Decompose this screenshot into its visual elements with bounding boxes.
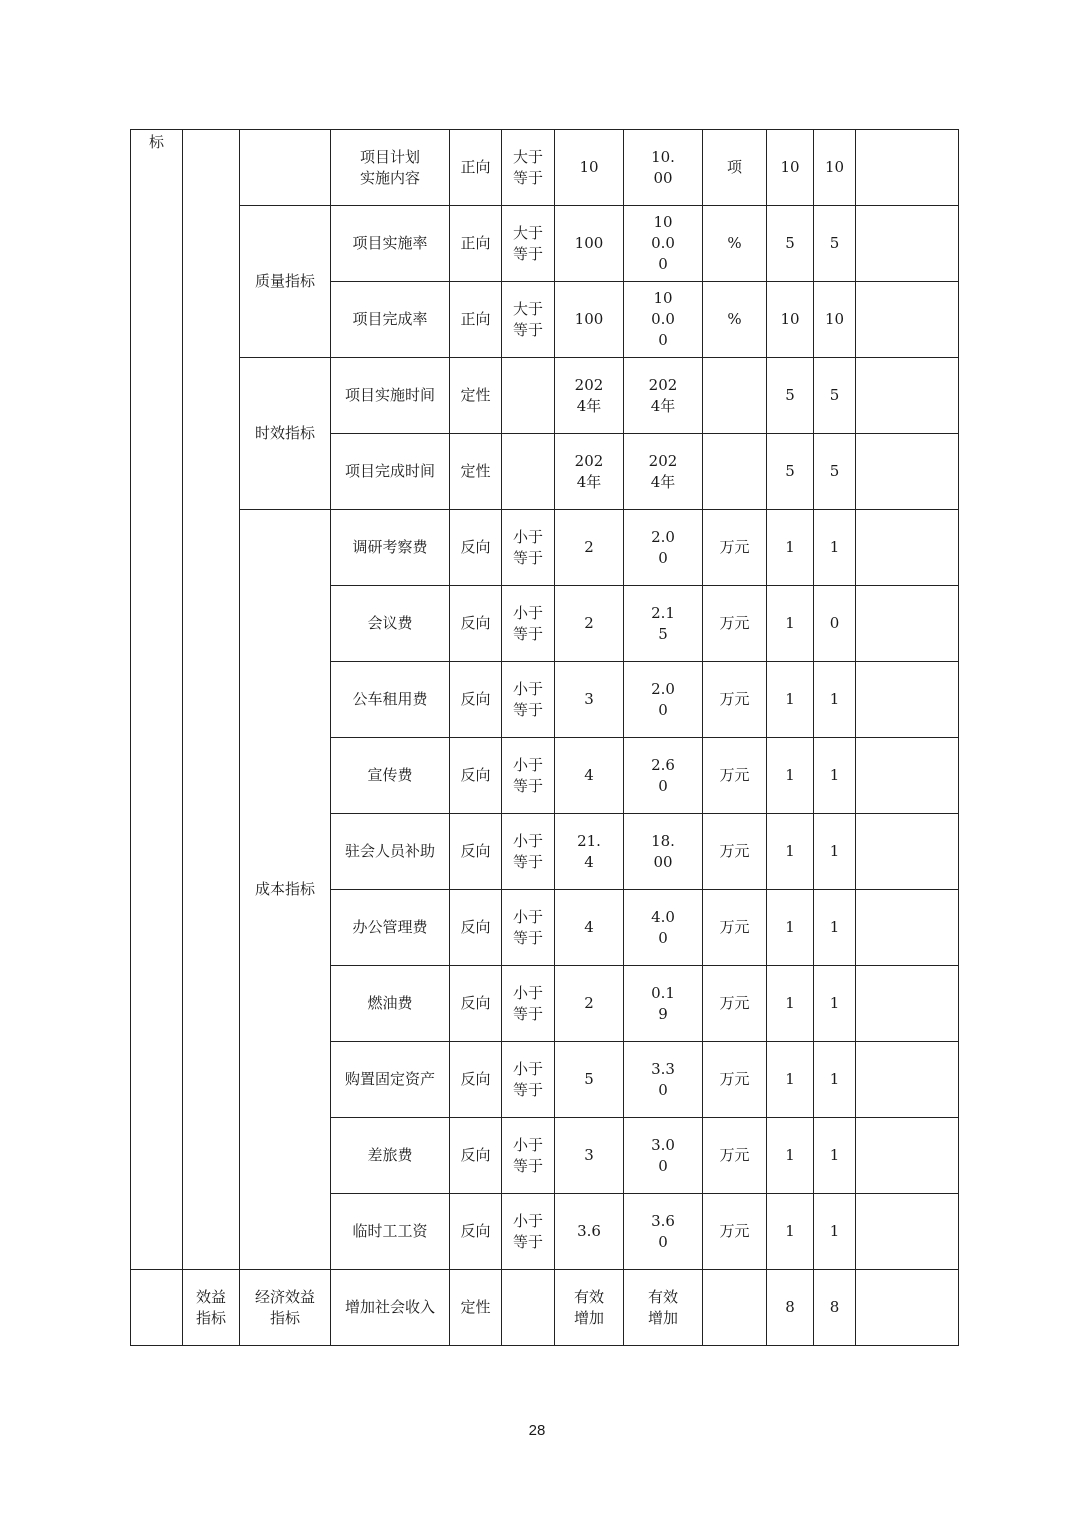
indicator-name-cell: 公车租用费 — [331, 662, 450, 738]
remark-cell — [856, 282, 959, 358]
score-cell: 8 — [814, 1270, 856, 1346]
direction-cell: 定性 — [450, 434, 502, 510]
unit-cell: 万元 — [703, 966, 767, 1042]
unit-cell: 万元 — [703, 1118, 767, 1194]
score-cell: 1 — [814, 1118, 856, 1194]
target-value-cell-text: 2 — [584, 538, 594, 556]
target-value-cell — [555, 1042, 624, 1118]
direction-cell: 反向 — [450, 662, 502, 738]
target-value-cell-text: 3 — [584, 690, 594, 708]
operator-cell-text: 大于等于 — [512, 223, 543, 263]
unit-cell — [703, 1270, 767, 1346]
target-value-cell-text: 有效增加 — [573, 1287, 604, 1327]
target-value-cell — [555, 510, 624, 586]
table-body — [131, 130, 959, 1346]
unit-cell: 万元 — [703, 814, 767, 890]
actual-value-cell — [624, 814, 703, 890]
table-row — [131, 206, 959, 282]
weight-cell: 1 — [767, 814, 814, 890]
unit-cell — [703, 434, 767, 510]
performance-indicator-table — [130, 129, 959, 1346]
target-value-cell — [555, 358, 624, 434]
actual-value-cell-text: 2.00 — [651, 527, 675, 567]
actual-value-cell — [624, 1118, 703, 1194]
level1-indicator-cell-blank — [131, 1270, 183, 1346]
operator-cell-text: 小于等于 — [512, 755, 543, 795]
timeliness-indicator-cell: 时效指标 — [240, 358, 331, 510]
target-value-cell — [555, 130, 624, 206]
target-value-cell — [555, 966, 624, 1042]
actual-value-cell — [624, 890, 703, 966]
score-cell: 1 — [814, 662, 856, 738]
actual-value-cell — [624, 738, 703, 814]
score-cell: 5 — [814, 434, 856, 510]
target-value-cell — [555, 662, 624, 738]
score-cell: 0 — [814, 586, 856, 662]
operator-cell-text: 小于等于 — [512, 527, 543, 567]
actual-value-cell-text: 2024年 — [648, 451, 678, 491]
remark-cell — [856, 586, 959, 662]
weight-cell: 10 — [767, 282, 814, 358]
indicator-name-cell: 燃油费 — [331, 966, 450, 1042]
operator-cell-text: 小于等于 — [512, 603, 543, 643]
weight-cell: 5 — [767, 434, 814, 510]
actual-value-cell — [624, 510, 703, 586]
indicator-name-cell: 增加社会收入 — [331, 1270, 450, 1346]
actual-value-cell-text: 10.00 — [651, 147, 675, 187]
target-value-cell-text: 5 — [584, 1070, 594, 1088]
target-value-cell — [555, 1270, 624, 1346]
target-value-cell — [555, 1118, 624, 1194]
weight-cell: 8 — [767, 1270, 814, 1346]
score-cell: 1 — [814, 890, 856, 966]
actual-value-cell-text: 有效增加 — [647, 1287, 678, 1327]
score-cell: 1 — [814, 510, 856, 586]
actual-value-cell-text: 2.00 — [651, 679, 675, 719]
quality-indicator-cell: 质量指标 — [240, 206, 331, 358]
actual-value-cell-text: 0.19 — [651, 983, 675, 1023]
actual-value-cell — [624, 206, 703, 282]
indicator-name-cell: 项目完成率 — [331, 282, 450, 358]
operator-cell — [502, 814, 555, 890]
actual-value-cell-text: 3.60 — [651, 1211, 675, 1251]
target-value-cell-text: 21.4 — [577, 831, 601, 871]
remark-cell — [856, 1042, 959, 1118]
unit-cell: 万元 — [703, 510, 767, 586]
target-value-cell-text: 4 — [584, 918, 594, 936]
actual-value-cell — [624, 358, 703, 434]
economic-benefit-indicator-cell-text: 经济效益指标 — [254, 1287, 315, 1327]
remark-cell — [856, 130, 959, 206]
table-row — [131, 358, 959, 434]
table-row — [131, 130, 959, 206]
target-value-cell — [555, 890, 624, 966]
direction-cell: 反向 — [450, 890, 502, 966]
actual-value-cell — [624, 1042, 703, 1118]
indicator-name-cell: 项目实施时间 — [331, 358, 450, 434]
actual-value-cell-text: 2.60 — [651, 755, 675, 795]
economic-benefit-indicator-cell — [240, 1270, 331, 1346]
indicator-name-cell: 调研考察费 — [331, 510, 450, 586]
operator-cell — [502, 586, 555, 662]
actual-value-cell-text: 100.00 — [651, 213, 675, 273]
operator-cell-text: 小于等于 — [512, 907, 543, 947]
target-value-cell-text: 2024年 — [574, 451, 604, 491]
direction-cell: 定性 — [450, 1270, 502, 1346]
weight-cell: 1 — [767, 1194, 814, 1270]
target-value-cell-text: 3 — [584, 1146, 594, 1164]
operator-cell — [502, 1118, 555, 1194]
direction-cell: 反向 — [450, 738, 502, 814]
actual-value-cell — [624, 282, 703, 358]
indicator-name-cell: 临时工工资 — [331, 1194, 450, 1270]
weight-cell: 1 — [767, 966, 814, 1042]
actual-value-cell-text: 4.00 — [651, 907, 675, 947]
operator-cell-text: 小于等于 — [512, 831, 543, 871]
remark-cell — [856, 206, 959, 282]
target-value-cell-text: 10 — [579, 158, 599, 176]
operator-cell — [502, 738, 555, 814]
indicator-name-cell-text: 项目计划实施内容 — [359, 147, 420, 187]
weight-cell: 5 — [767, 206, 814, 282]
actual-value-cell — [624, 1270, 703, 1346]
target-value-cell — [555, 206, 624, 282]
operator-cell-text: 小于等于 — [512, 1059, 543, 1099]
remark-cell — [856, 890, 959, 966]
direction-cell: 定性 — [450, 358, 502, 434]
direction-cell: 正向 — [450, 282, 502, 358]
unit-cell: 万元 — [703, 890, 767, 966]
weight-cell: 1 — [767, 1118, 814, 1194]
indicator-name-cell: 驻会人员补助 — [331, 814, 450, 890]
table-row — [131, 1270, 959, 1346]
indicator-name-cell: 项目实施率 — [331, 206, 450, 282]
operator-cell — [502, 510, 555, 586]
remark-cell — [856, 966, 959, 1042]
target-value-cell-text: 2 — [584, 994, 594, 1012]
score-cell: 10 — [814, 282, 856, 358]
unit-cell: 万元 — [703, 738, 767, 814]
score-cell: 1 — [814, 1194, 856, 1270]
indicator-name-cell: 项目完成时间 — [331, 434, 450, 510]
direction-cell: 反向 — [450, 814, 502, 890]
actual-value-cell — [624, 130, 703, 206]
level3-indicator-cell — [240, 130, 331, 206]
indicator-name-cell: 购置固定资产 — [331, 1042, 450, 1118]
actual-value-cell-text: 100.00 — [651, 289, 675, 349]
unit-cell: 万元 — [703, 662, 767, 738]
target-value-cell-text: 3.6 — [577, 1222, 601, 1240]
operator-cell — [502, 662, 555, 738]
unit-cell: 万元 — [703, 586, 767, 662]
actual-value-cell — [624, 586, 703, 662]
direction-cell: 正向 — [450, 130, 502, 206]
remark-cell — [856, 1118, 959, 1194]
remark-cell — [856, 510, 959, 586]
score-cell: 1 — [814, 1042, 856, 1118]
direction-cell: 正向 — [450, 206, 502, 282]
operator-cell — [502, 434, 555, 510]
operator-cell-text: 小于等于 — [512, 983, 543, 1023]
actual-value-cell — [624, 434, 703, 510]
weight-cell: 5 — [767, 358, 814, 434]
actual-value-cell — [624, 1194, 703, 1270]
actual-value-cell — [624, 966, 703, 1042]
target-value-cell — [555, 738, 624, 814]
score-cell: 1 — [814, 814, 856, 890]
operator-cell — [502, 890, 555, 966]
unit-cell — [703, 358, 767, 434]
operator-cell — [502, 130, 555, 206]
unit-cell: 万元 — [703, 1194, 767, 1270]
target-value-cell — [555, 282, 624, 358]
level1-indicator-cell: 标 — [131, 130, 183, 1270]
unit-cell: 万元 — [703, 1042, 767, 1118]
score-cell: 1 — [814, 966, 856, 1042]
operator-cell — [502, 1194, 555, 1270]
score-cell: 5 — [814, 358, 856, 434]
benefit-indicator-cell-text: 效益指标 — [195, 1287, 226, 1327]
actual-value-cell-text: 3.00 — [651, 1135, 675, 1175]
benefit-indicator-cell — [183, 1270, 240, 1346]
remark-cell — [856, 738, 959, 814]
actual-value-cell-text: 3.30 — [651, 1059, 675, 1099]
indicator-name-cell: 宣传费 — [331, 738, 450, 814]
score-cell: 1 — [814, 738, 856, 814]
target-value-cell — [555, 434, 624, 510]
operator-cell — [502, 282, 555, 358]
target-value-cell-text: 2024年 — [574, 375, 604, 415]
remark-cell — [856, 662, 959, 738]
target-value-cell — [555, 814, 624, 890]
weight-cell: 1 — [767, 510, 814, 586]
operator-cell-text: 小于等于 — [512, 1135, 543, 1175]
weight-cell: 10 — [767, 130, 814, 206]
weight-cell: 1 — [767, 890, 814, 966]
actual-value-cell-text: 2.15 — [651, 603, 675, 643]
remark-cell — [856, 358, 959, 434]
direction-cell: 反向 — [450, 966, 502, 1042]
target-value-cell — [555, 586, 624, 662]
actual-value-cell-text: 18.00 — [651, 831, 675, 871]
cost-indicator-cell: 成本指标 — [240, 510, 331, 1270]
remark-cell — [856, 1270, 959, 1346]
target-value-cell-text: 100 — [574, 234, 604, 252]
target-value-cell-text: 2 — [584, 614, 594, 632]
table-row — [131, 510, 959, 586]
direction-cell: 反向 — [450, 510, 502, 586]
target-value-cell — [555, 1194, 624, 1270]
operator-cell — [502, 966, 555, 1042]
indicator-name-cell: 会议费 — [331, 586, 450, 662]
weight-cell: 1 — [767, 738, 814, 814]
unit-cell: % — [703, 282, 767, 358]
page-number: 28 — [528, 1422, 546, 1439]
score-cell: 10 — [814, 130, 856, 206]
remark-cell — [856, 1194, 959, 1270]
weight-cell: 1 — [767, 1042, 814, 1118]
operator-cell-text: 大于等于 — [512, 147, 543, 187]
indicator-name-cell: 差旅费 — [331, 1118, 450, 1194]
target-value-cell-text: 4 — [584, 766, 594, 784]
level2-indicator-cell — [183, 130, 240, 1270]
operator-cell-text: 小于等于 — [512, 1211, 543, 1251]
weight-cell: 1 — [767, 662, 814, 738]
remark-cell — [856, 434, 959, 510]
direction-cell: 反向 — [450, 1118, 502, 1194]
indicator-name-cell: 办公管理费 — [331, 890, 450, 966]
operator-cell-text: 小于等于 — [512, 679, 543, 719]
weight-cell: 1 — [767, 586, 814, 662]
operator-cell — [502, 358, 555, 434]
unit-cell: 项 — [703, 130, 767, 206]
target-value-cell-text: 100 — [574, 310, 604, 328]
direction-cell: 反向 — [450, 1194, 502, 1270]
direction-cell: 反向 — [450, 1042, 502, 1118]
direction-cell: 反向 — [450, 586, 502, 662]
indicator-name-cell — [331, 130, 450, 206]
operator-cell-text: 大于等于 — [512, 299, 543, 339]
operator-cell — [502, 206, 555, 282]
actual-value-cell — [624, 662, 703, 738]
operator-cell — [502, 1042, 555, 1118]
remark-cell — [856, 814, 959, 890]
unit-cell: % — [703, 206, 767, 282]
score-cell: 5 — [814, 206, 856, 282]
operator-cell — [502, 1270, 555, 1346]
actual-value-cell-text: 2024年 — [648, 375, 678, 415]
